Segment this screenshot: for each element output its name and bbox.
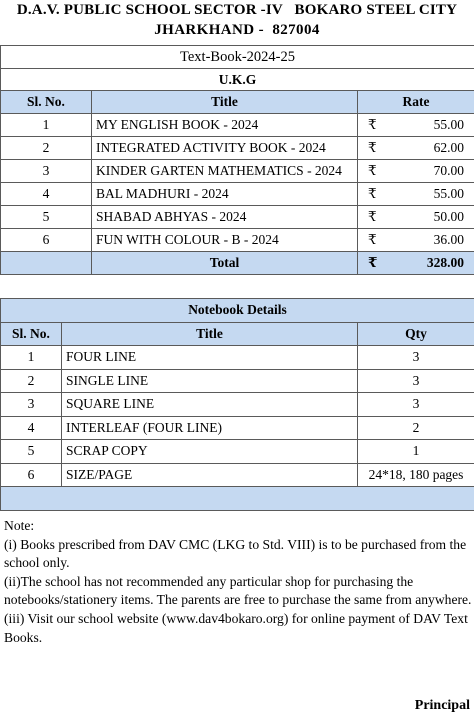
row-sl: 3: [1, 160, 92, 183]
notebook-row: [1, 346, 474, 370]
rupee-icon: ₹: [368, 255, 378, 270]
row-qty: 3: [358, 369, 474, 393]
session-title: Text-Book-2024-25: [1, 46, 474, 69]
principal-signature: Principal: [414, 698, 470, 713]
row-sl: 1: [1, 114, 92, 137]
row-title: INTEGRATED ACTIVITY BOOK - 2024: [92, 137, 358, 160]
row-sl: 4: [1, 183, 92, 206]
notebook-row: [1, 463, 474, 487]
textbook-row: [1, 160, 474, 183]
row-sl: 2: [1, 369, 62, 393]
school-name-heading: D.A.V. PUBLIC SCHOOL SECTOR -IV BOKARO STEEL CITY: [16, 2, 458, 18]
textbook-table: [0, 45, 474, 275]
textbook-row: [1, 206, 474, 229]
col-rate: Rate: [358, 91, 474, 114]
notebook-row: [1, 369, 474, 393]
note-item: (iii) Visit our school website (www.dav4bokaro.org) for online payment of DAV Text Books.: [4, 610, 468, 645]
row-title: FUN WITH COLOUR - B - 2024: [92, 229, 358, 252]
row-sl: 6: [1, 229, 92, 252]
row-title: SCRAP COPY: [62, 440, 358, 464]
rupee-icon: ₹: [368, 140, 377, 155]
col-sl-no: Sl. No.: [1, 322, 62, 346]
textbook-row: [1, 137, 474, 160]
notebook-table: [0, 298, 474, 511]
note-label: Note:: [4, 518, 35, 533]
rupee-icon: ₹: [368, 186, 377, 201]
row-sl: 5: [1, 440, 62, 464]
school-address-heading: JHARKHAND - 827004: [154, 22, 320, 38]
notebook-row: [1, 393, 474, 417]
row-rate: 36.00: [433, 232, 465, 247]
row-title: SQUARE LINE: [62, 393, 358, 417]
row-sl: 6: [1, 463, 62, 487]
total-label: Total: [92, 252, 358, 275]
row-rate: 50.00: [433, 209, 465, 224]
col-sl-no: Sl. No.: [1, 91, 92, 114]
row-title: KINDER GARTEN MATHEMATICS - 2024: [92, 160, 358, 183]
row-sl: 5: [1, 206, 92, 229]
textbook-row: [1, 183, 474, 206]
textbook-header-row: [1, 91, 474, 114]
row-title: SIZE/PAGE: [62, 463, 358, 487]
row-title: MY ENGLISH BOOK - 2024: [92, 114, 358, 137]
rupee-icon: ₹: [368, 209, 377, 224]
row-rate: 55.00: [433, 186, 465, 201]
row-rate: 55.00: [433, 117, 465, 132]
row-rate: 62.00: [433, 140, 465, 155]
row-title: SHABAD ABHYAS - 2024: [92, 206, 358, 229]
note-item: (i) Books prescribed from DAV CMC (LKG to Std. VIII) is to be purchased from the school only.: [4, 536, 467, 571]
notebook-heading: Notebook Details: [1, 299, 474, 323]
note-item: (ii)The school has not recommended any particular shop for purchasing the notebooks/stationery items. The parents are free to purchase the same from anywhere.: [4, 573, 472, 608]
textbook-row: [1, 229, 474, 252]
row-title: INTERLEAF (FOUR LINE): [62, 416, 358, 440]
row-sl: 4: [1, 416, 62, 440]
notes-block: [4, 517, 474, 647]
rupee-icon: ₹: [368, 232, 377, 247]
rupee-icon: ₹: [368, 117, 377, 132]
class-title: U.K.G: [1, 69, 474, 91]
notebook-row: [1, 416, 474, 440]
row-qty: 1: [358, 440, 474, 464]
notebook-row: [1, 440, 474, 464]
total-row: [1, 252, 474, 275]
row-qty: 24*18, 180 pages: [358, 463, 474, 487]
row-qty: 3: [358, 393, 474, 417]
row-sl: 3: [1, 393, 62, 417]
row-sl: 2: [1, 137, 92, 160]
row-qty: 3: [358, 346, 474, 370]
total-value: 328.00: [426, 255, 465, 270]
textbook-row: [1, 114, 474, 137]
notebook-blank-row: [1, 487, 474, 511]
notebook-header-row: [1, 322, 474, 346]
row-sl: 1: [1, 346, 62, 370]
col-qty: Qty: [358, 322, 474, 346]
col-title: Title: [62, 322, 358, 346]
row-rate: 70.00: [433, 163, 465, 178]
rupee-icon: ₹: [368, 163, 377, 178]
col-title: Title: [92, 91, 358, 114]
row-title: FOUR LINE: [62, 346, 358, 370]
row-title: SINGLE LINE: [62, 369, 358, 393]
row-qty: 2: [358, 416, 474, 440]
row-title: BAL MADHURI - 2024: [92, 183, 358, 206]
